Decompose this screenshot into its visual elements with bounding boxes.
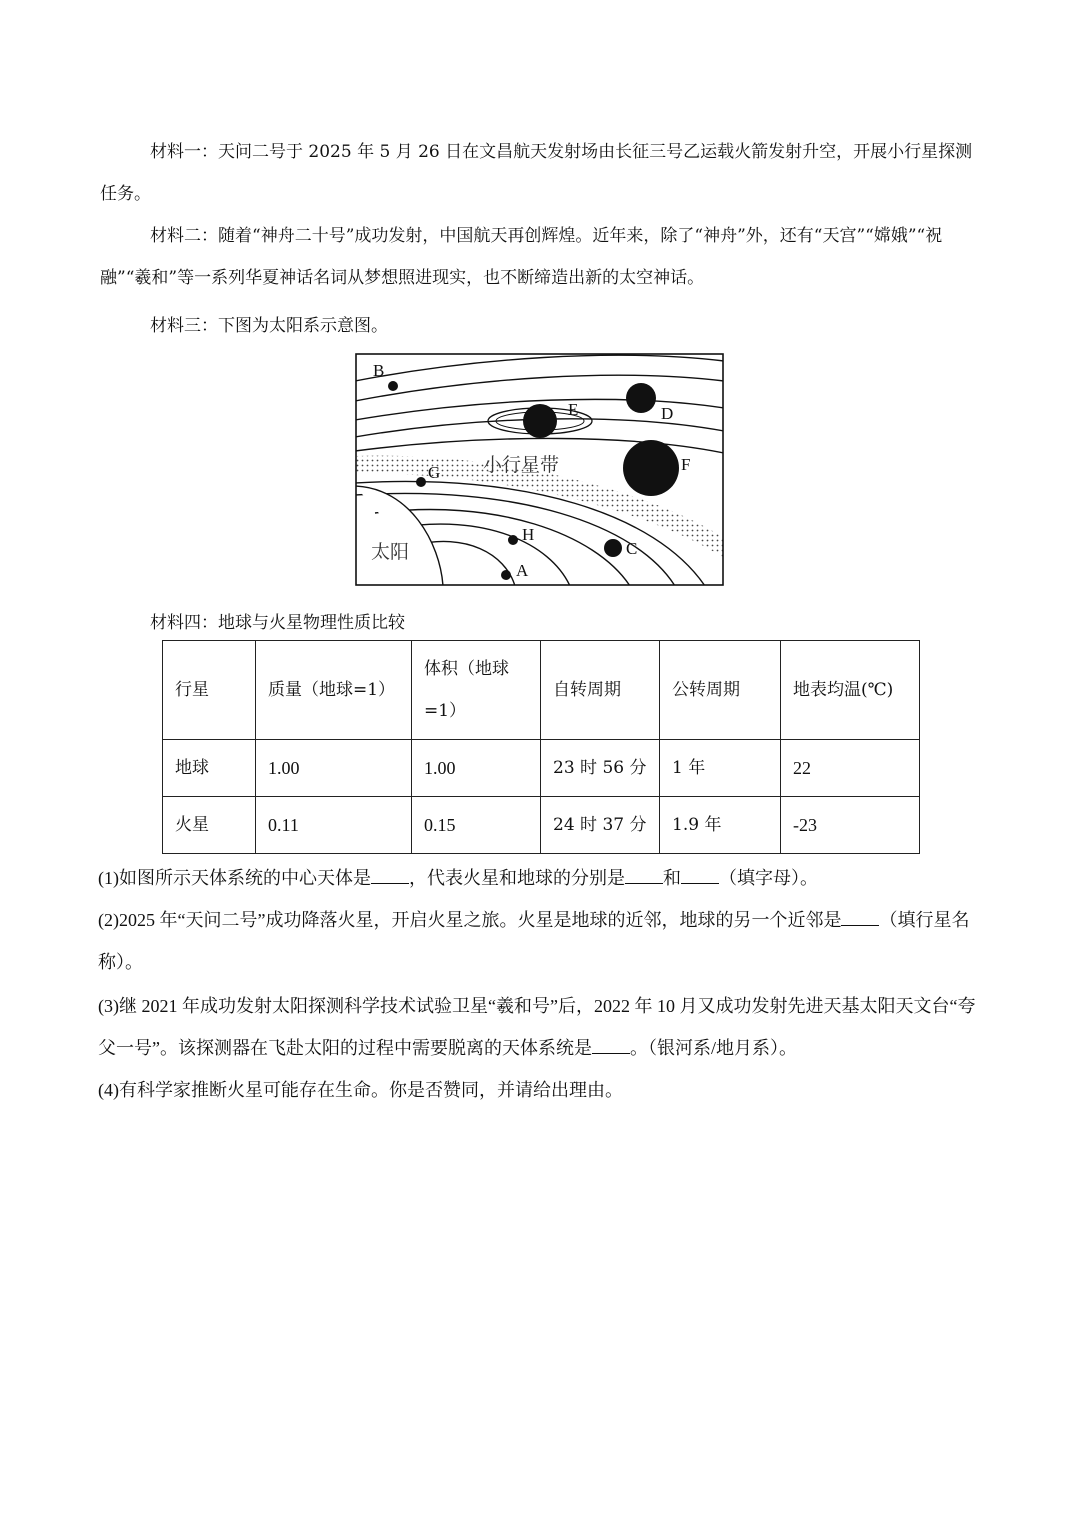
table-header-cell: 体积（地球=1） [412,641,541,740]
table-cell: 22 [781,740,920,797]
material-four: 材料四：地球与火星物理性质比较 [150,613,405,633]
answer-blank-neighbor[interactable] [841,907,879,926]
table-row [163,797,920,854]
planet-f [623,440,679,496]
question-1 [98,857,988,899]
table-header-cell: 地表均温(℃) [781,641,920,740]
table-cell: 24 时 37 分 [541,797,660,854]
planet-d [626,383,656,413]
question-2-text-b: （填行星名称）。 [98,910,970,972]
table-header-row [163,641,920,740]
table-header-cell: 行星 [163,641,256,740]
table-cell: 1.00 [412,740,541,797]
label-d: D [661,404,674,423]
planet-a [501,570,511,580]
table-cell: -23 [781,797,920,854]
label-g: G [428,463,441,482]
planet-g [416,477,426,487]
question-2-text-a: (2)2025 年“天问二号”成功降落火星，开启火星之旅。火星是地球的近邻，地球的另一个近邻是 [98,910,842,930]
question-2 [98,899,988,983]
table-cell: 1.00 [256,740,412,797]
table-header-cell: 质量（地球=1） [256,641,412,740]
label-b: B [373,361,385,380]
answer-blank-center-body[interactable] [371,865,409,884]
label-e: E [568,400,579,419]
table-cell: 0.11 [256,797,412,854]
table-cell: 1.9 年 [660,797,781,854]
table-cell: 23 时 56 分 [541,740,660,797]
table-cell: 火星 [163,797,256,854]
planet-c [604,539,622,557]
question-3-text-b: 。（银河系/地月系）。 [630,1038,797,1058]
label-a: A [516,561,529,580]
table-header-cell: 公转周期 [660,641,781,740]
question-1-text-d: （填字母）。 [719,868,818,888]
planet-b [388,381,398,391]
question-1-text-c: 和 [663,868,681,888]
material-three: 材料三：下图为太阳系示意图。 [150,316,388,336]
planet-comparison-table [162,640,920,854]
question-3-text-a: (3)继 2021 年成功发射太阳探测科学技术试验卫星“羲和号”后，2022 年 10 月又成功发射先进天基太阳天文台“夸父一号”。该探测器在飞赴太阳的过程中需要脱离的天体系统是 [98,996,976,1058]
label-sun: 太阳 [371,541,410,563]
label-f: F [681,455,691,474]
planet-e [523,404,557,438]
question-4: (4)有科学家推断火星可能存在生命。你是否赞同，并请给出理由。 [98,1080,623,1100]
table-cell: 1 年 [660,740,781,797]
material-one: 材料一：天问二号于 2025 年 5 月 26 日在文昌航天发射场由长征三号乙运载火箭发射升空，开展小行星探测任务。 [100,142,973,204]
solar-system-diagram [355,353,724,586]
label-c: C [626,539,638,558]
table-cell: 0.15 [412,797,541,854]
table-cell: 地球 [163,740,256,797]
planet-h [508,535,518,545]
material-two: 材料二：随着“神舟二十号”成功发射，中国航天再创辉煌。近年来，除了“神舟”外，还有“天宫”“嫦娥”“祝融”“羲和”等一系列华夏神话名词从梦想照进现实，也不断缔造出新的太空神话。 [100,226,943,288]
answer-blank-mars[interactable] [625,865,663,884]
sun [355,486,443,586]
label-asteroid-belt: 小行星带 [483,454,560,476]
label-h: H [522,525,535,544]
question-1-text-a: (1)如图所示天体系统的中心天体是 [98,868,371,888]
answer-blank-system[interactable] [592,1035,630,1054]
orbit-outer-2 [355,375,724,401]
question-3 [98,985,988,1069]
question-1-text-b: ，代表火星和地球的分别是 [409,868,625,888]
table-row [163,740,920,797]
table-header-cell: 自转周期 [541,641,660,740]
answer-blank-earth[interactable] [681,865,719,884]
